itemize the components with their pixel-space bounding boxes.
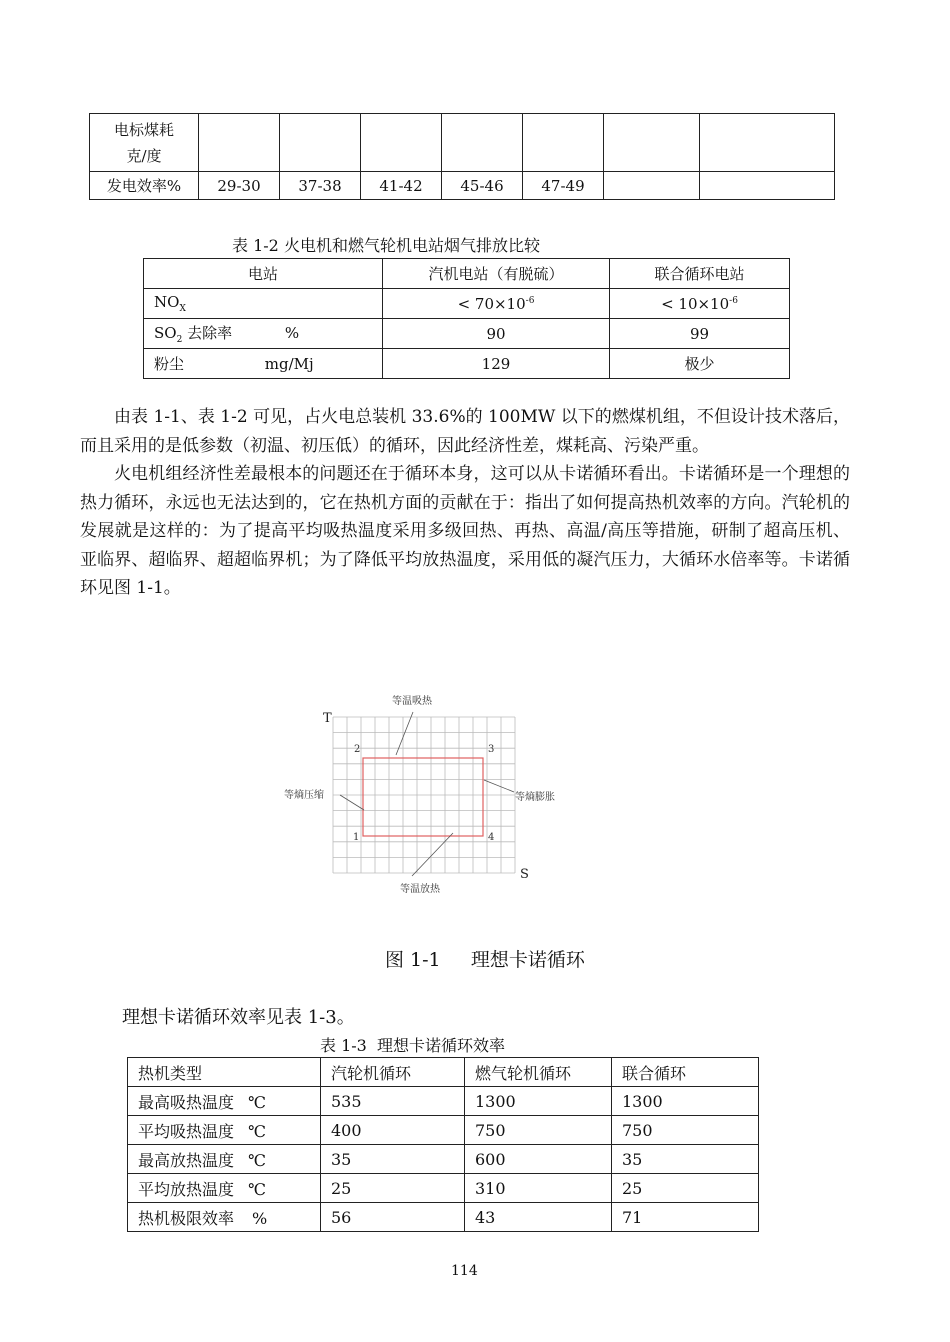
table-row [144,289,790,319]
table-row [90,172,835,200]
table-cell: 535 [321,1087,465,1116]
table-row [144,319,790,349]
table-cell: 400 [321,1116,465,1145]
isentropic-compression-label: 等熵压缩 [284,790,324,801]
table-cell: 最高吸热温度 ℃ [128,1087,321,1116]
table-row [128,1203,759,1232]
table-3-intro: 理想卡诺循环效率见表 1-3。 [122,1007,355,1028]
page-number: 114 [451,1263,478,1279]
axis-t-label: T [323,711,332,726]
table-cell: 310 [465,1174,612,1203]
table-cell [90,114,199,172]
table-cell: 热机极限效率 % [128,1203,321,1232]
table-cell [361,114,442,172]
header-cell: 汽机电站（有脱硫） [383,259,610,289]
header-cell: 联合循环电站 [610,259,790,289]
table-cell: 129 [383,349,610,379]
table-header-row [128,1058,759,1087]
table-cell: < $10\times 10^{-6}$ [610,289,790,319]
table-cell: 极少 [610,349,790,379]
table-cell [604,114,700,172]
header-cell: 汽轮机循环 [321,1058,465,1087]
table-row [128,1116,759,1145]
table-cell: 1300 [465,1087,612,1116]
header-cell: 联合循环 [612,1058,759,1087]
table-cell: $SO_2$ 去除率 % [144,319,383,349]
table-row [90,114,835,172]
axis-s-label: S [520,867,529,882]
header-cell: 热机类型 [128,1058,321,1087]
table-1-fragment [89,113,835,200]
header-cell: 燃气轮机循环 [465,1058,612,1087]
table-cell: 1300 [612,1087,759,1116]
isentropic-expansion-label: 等熵膨胀 [515,792,555,803]
table-cell: $NO_X$ [144,289,383,319]
table-row [128,1174,759,1203]
table-cell: 粉尘 mg/Mj [144,349,383,379]
carnot-cycle-figure [270,680,570,900]
carnot-cycle-rectangle [363,758,483,836]
corner-label-2: 2 [354,744,361,755]
table-cell: 45-46 [442,172,523,200]
table-cell: 56 [321,1203,465,1232]
table-2 [143,258,790,379]
table-cell: 平均放热温度 ℃ [128,1174,321,1203]
table-cell [280,114,361,172]
table-cell: 35 [321,1145,465,1174]
table-cell: < $70\times 10^{-6}$ [383,289,610,319]
corner-label-3: 3 [488,744,495,755]
table-cell: 600 [465,1145,612,1174]
table-row [128,1087,759,1116]
table-cell: 90 [383,319,610,349]
table-cell: 37-38 [280,172,361,200]
table-3-caption: 表 1-3 理想卡诺循环效率 [320,1036,506,1055]
table-cell [442,114,523,172]
table-cell: 750 [612,1116,759,1145]
table-cell [700,114,835,172]
table-row [128,1145,759,1174]
table-cell: 35 [612,1145,759,1174]
table-cell [523,114,604,172]
table-header-row [144,259,790,289]
body-text [80,403,850,603]
table-cell: 71 [612,1203,759,1232]
table-row [144,349,790,379]
table-3 [127,1057,759,1232]
isothermal-heat-absorption-label: 等温吸热 [392,696,432,707]
table-cell [199,114,280,172]
table-2-caption: 表 1-2 火电机和燃气轮机电站烟气排放比较 [232,236,540,255]
table-cell: 25 [612,1174,759,1203]
table-cell: 750 [465,1116,612,1145]
table-cell: 平均吸热温度 ℃ [128,1116,321,1145]
header-cell: 电站 [144,259,383,289]
leader-lines [340,712,514,876]
table-cell [604,172,700,200]
table-cell: 29-30 [199,172,280,200]
table-cell: 41-42 [361,172,442,200]
table-cell: 发电效率% [90,172,199,200]
paragraph: 由表 1-1、表 1-2 可见，占火电总装机 33.6%的 100MW 以下的燃煤机组，不但设计技术落后，而且采用的是低参数（初温、初压低）的循环，因此经济性差，煤耗高、污染严重。 [80,407,850,456]
corner-label-1: 1 [353,832,360,843]
row-label-line1: 电标煤耗 [113,120,174,139]
table-cell [700,172,835,200]
table-cell: 最高放热温度 ℃ [128,1145,321,1174]
grid [333,717,515,873]
figure-caption: 图 1-1 理想卡诺循环 [385,949,585,971]
table-cell: 47-49 [523,172,604,200]
table-cell: 43 [465,1203,612,1232]
row-label-line2: 克/度 [126,146,162,165]
paragraph: 火电机组经济性差最根本的问题还在于循环本身，这可以从卡诺循环看出。卡诺循环是一个理想的热力循环，永远也无法达到的，它在热机方面的贡献在于：指出了如何提高热机效率的方向。汽轮机的发展就是这样的：为了提高平均吸热温度采用多级回热、再热、高温/高压等措施，研制了超高压机、亚临界、超临界、超超临界机；为了降低平均放热温度，采用低的凝汽压力，大循环水倍率等。卡诺循环见图 1-1。 [80,464,850,598]
table-cell: 99 [610,319,790,349]
table-cell: 25 [321,1174,465,1203]
corner-label-4: 4 [488,832,495,843]
isothermal-heat-release-label: 等温放热 [400,884,440,895]
